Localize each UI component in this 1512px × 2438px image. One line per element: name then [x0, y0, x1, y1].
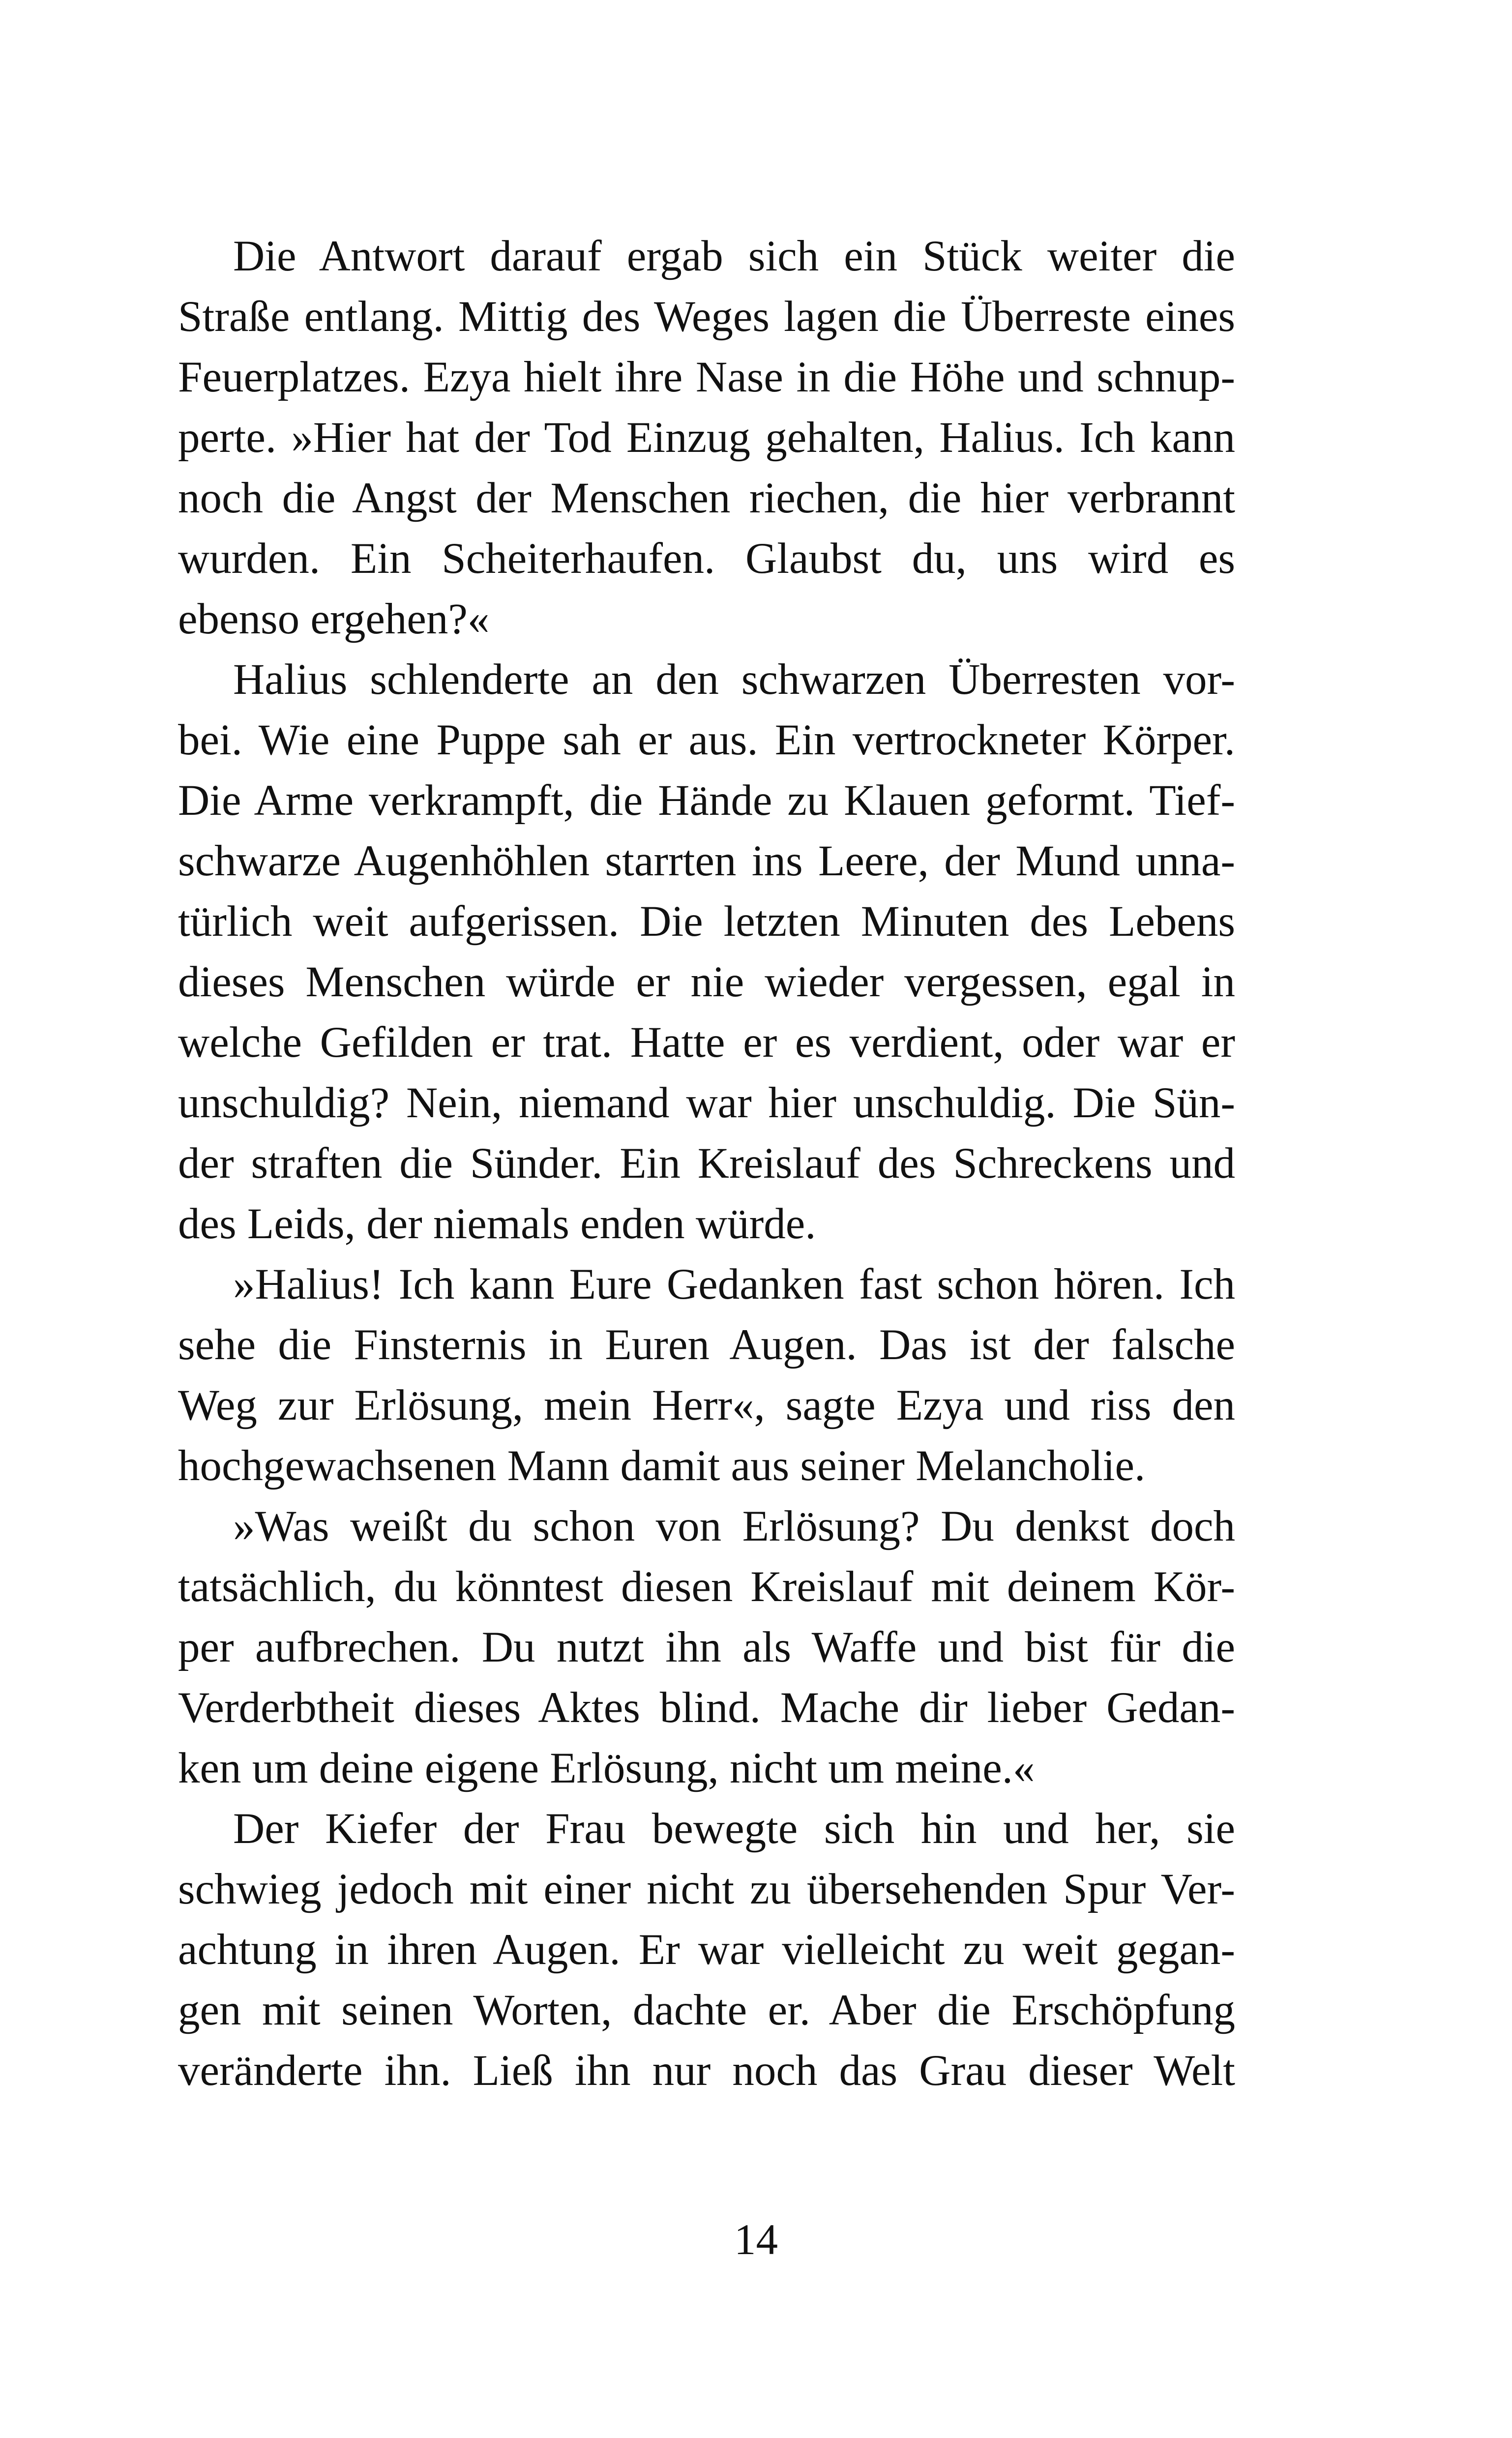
text-line: dieses Menschen würde er nie wieder vergessen, egal in	[178, 958, 1235, 1006]
text-line: »Halius! Ich kann Eure Gedanken fast schon hören. Ich	[233, 1260, 1235, 1308]
text-line: »Was weißt du schon von Erlösung? Du denkst doch	[233, 1502, 1235, 1550]
text-line: Die Arme verkrampft, die Hände zu Klauen geformt. Tief-	[178, 776, 1235, 825]
page-number: 14	[734, 2216, 778, 2264]
text-line: unschuldig? Nein, niemand war hier unschuldig. Die Sün-	[178, 1079, 1235, 1127]
text-line: tatsächlich, du könntest diesen Kreislauf mit deinem Kör-	[178, 1563, 1235, 1611]
text-line: schwieg jedoch mit einer nicht zu übersehenden Spur Ver-	[178, 1865, 1235, 1913]
text-line: türlich weit aufgerissen. Die letzten Minuten des Lebens	[178, 897, 1235, 946]
text-line: hochgewachsenen Mann damit aus seiner Melancholie.	[178, 1442, 1146, 1490]
body-text	[178, 226, 1235, 2101]
text-line: perte. »Hier hat der Tod Einzug gehalten, Halius. Ich kann	[178, 414, 1235, 462]
text-line: schwarze Augenhöhlen starrten ins Leere, der Mund unna-	[178, 837, 1235, 885]
text-line: Die Antwort darauf ergab sich ein Stück weiter die	[233, 232, 1235, 280]
text-line: veränderte ihn. Ließ ihn nur noch das Grau dieser Welt	[178, 2047, 1235, 2095]
text-line: ken um deine eigene Erlösung, nicht um meine.«	[178, 1744, 1035, 1792]
text-line: Straße entlang. Mittig des Weges lagen die Überreste eines	[178, 293, 1235, 341]
text-line: wurden. Ein Scheiterhaufen. Glaubst du, uns wird es	[178, 535, 1235, 583]
text-line: der straften die Sünder. Ein Kreislauf des Schreckens und	[178, 1139, 1235, 1188]
text-line: gen mit seinen Worten, dachte er. Aber die Erschöpfung	[178, 1986, 1235, 2034]
text-line: des Leids, der niemals enden würde.	[178, 1200, 816, 1248]
text-line: per aufbrechen. Du nutzt ihn als Waffe und bist für die	[178, 1623, 1235, 1671]
text-line: achtung in ihren Augen. Er war vielleicht zu weit gegan-	[178, 1926, 1235, 1974]
text-line: sehe die Finsternis in Euren Augen. Das ist der falsche	[178, 1321, 1235, 1369]
text-line: Weg zur Erlösung, mein Herr«, sagte Ezya und riss den	[178, 1381, 1235, 1429]
text-line: Feuerplatzes. Ezya hielt ihre Nase in die Höhe und schnup-	[178, 353, 1235, 401]
text-line: ebenso ergehen?«	[178, 595, 490, 643]
text-line: Halius schlenderte an den schwarzen Überresten vor-	[233, 655, 1235, 704]
text-line: Verderbtheit dieses Aktes blind. Mache dir lieber Gedan-	[178, 1684, 1235, 1732]
text-line: welche Gefilden er trat. Hatte er es verdient, oder war er	[178, 1018, 1235, 1067]
text-line: noch die Angst der Menschen riechen, die hier verbrannt	[178, 474, 1235, 522]
text-line: bei. Wie eine Puppe sah er aus. Ein vertrockneter Körper.	[178, 716, 1235, 764]
text-line: Der Kiefer der Frau bewegte sich hin und her, sie	[233, 1805, 1235, 1853]
